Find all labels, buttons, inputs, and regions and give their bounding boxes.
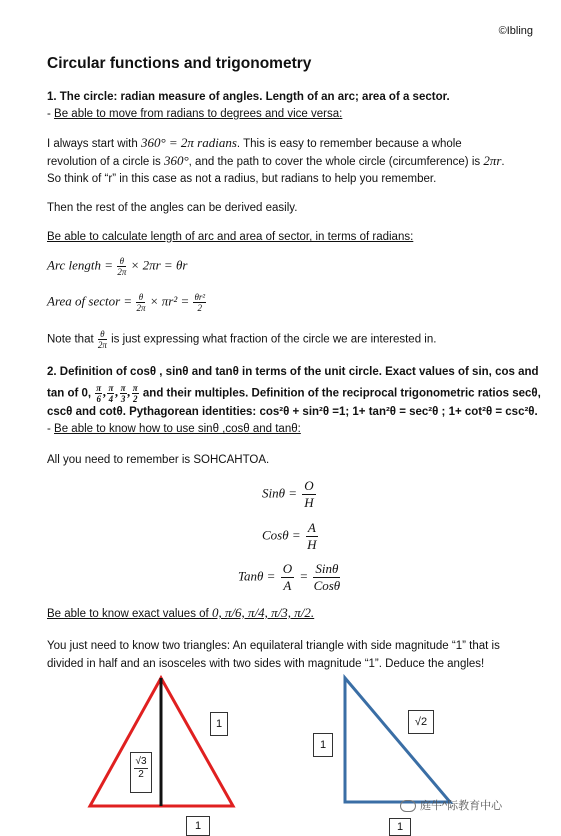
copyright: ©Ibling (498, 25, 533, 37)
section1-para-line1: I always start with 360° = 2π radians. This is easy to remember because a whole (47, 135, 462, 150)
sohcahtoa-line: All you need to remember is SOHCAHTOA. (47, 454, 270, 466)
section1-para-line3: So think of “r” in this case as not a radius, but radians to help you remember. (47, 173, 437, 185)
sector-area-formula: Area of sector = $\frac{\theta}{2\pi}$ × πr² = $\frac{\text{θr²}}{2}$ (47, 292, 206, 313)
sin-formula: Sinθ = $\frac{O}{H}$ (262, 478, 314, 510)
isosceles-side-label: 1 (313, 733, 333, 757)
heading-fraction: $\frac{\pi}{6}$ (96, 383, 102, 404)
section2-heading-line1: 2. Definition of cosθ , sinθ and tanθ in terms of the unit circle. Exact values of sin, cos and (47, 366, 539, 378)
heading-fraction: $\frac{\pi}{3}$ (120, 383, 126, 404)
tan-formula: Tanθ = $\frac{O}{A}$ = Sinθ Cosθ (238, 561, 341, 593)
cos-formula: Cosθ = $\frac{A}{H}$ (262, 520, 317, 552)
isosceles-right-triangle (345, 678, 450, 802)
equilateral-height-label: √3 2 (130, 752, 152, 793)
exact-values-subheading: Be able to know exact values of 0, π/6, π/4, π/3, π/2. (47, 605, 315, 620)
section2-heading-line2: tan of 0, $\frac{\pi}{6}$ , $\frac{\pi}{4}$ , $\frac{\pi}{3}$ , $\frac{\pi}{2}$ and their multiples. Definition of the reciprocal trigonometric ratios secθ, (47, 383, 541, 404)
arc-length-formula: Arc length = $\frac{\theta}{2\pi}$ × 2πr = θr (47, 256, 188, 277)
section1-subheading: - Be able to move from radians to degrees and vice versa: (47, 108, 343, 120)
section1-para-derive: Then the rest of the angles can be derived easily. (47, 202, 298, 214)
wechat-icon (400, 800, 416, 812)
watermark: 庭牛^际教育中心 (400, 797, 502, 813)
section2-subheading: - Be able to know how to use sinθ ,cosθ and tanθ: (47, 423, 301, 435)
page-title: Circular functions and trigonometry (47, 55, 312, 72)
equilateral-side-label: 1 (210, 712, 228, 736)
isosceles-base-label: 1 (389, 818, 411, 836)
equilateral-base-label: 1 (186, 816, 210, 836)
isosceles-hypotenuse-label: √2 (408, 710, 434, 734)
section1-heading: 1. The circle: radian measure of angles. Length of an arc; area of a sector. (47, 91, 450, 103)
triangles-para-line2: divided in half and an isosceles with two sides with magnitude “1”. Deduce the angles! (47, 658, 485, 670)
note-fraction: Note that $\frac{\theta}{2\pi}$ is just expressing what fraction of the circle we are interested in. (47, 329, 437, 350)
section1-para-line2: revolution of a circle is 360°, and the path to cover the whole circle (circumference) is 2πr. (47, 153, 505, 168)
section1-subheading-arc: Be able to calculate length of arc and area of sector, in terms of radians: (47, 231, 414, 243)
section2-heading-line3: cscθ and cotθ. Pythagorean identities: cos²θ + sin²θ =1; 1+ tan²θ = sec²θ ; 1+ cot²θ = csc²θ. (47, 406, 538, 418)
heading-fraction: $\frac{\pi}{2}$ (132, 383, 138, 404)
triangles-para-line1: You just need to know two triangles: An equilateral triangle with side magnitude “1” that is (47, 640, 500, 652)
heading-fraction: $\frac{\pi}{4}$ (108, 383, 114, 404)
